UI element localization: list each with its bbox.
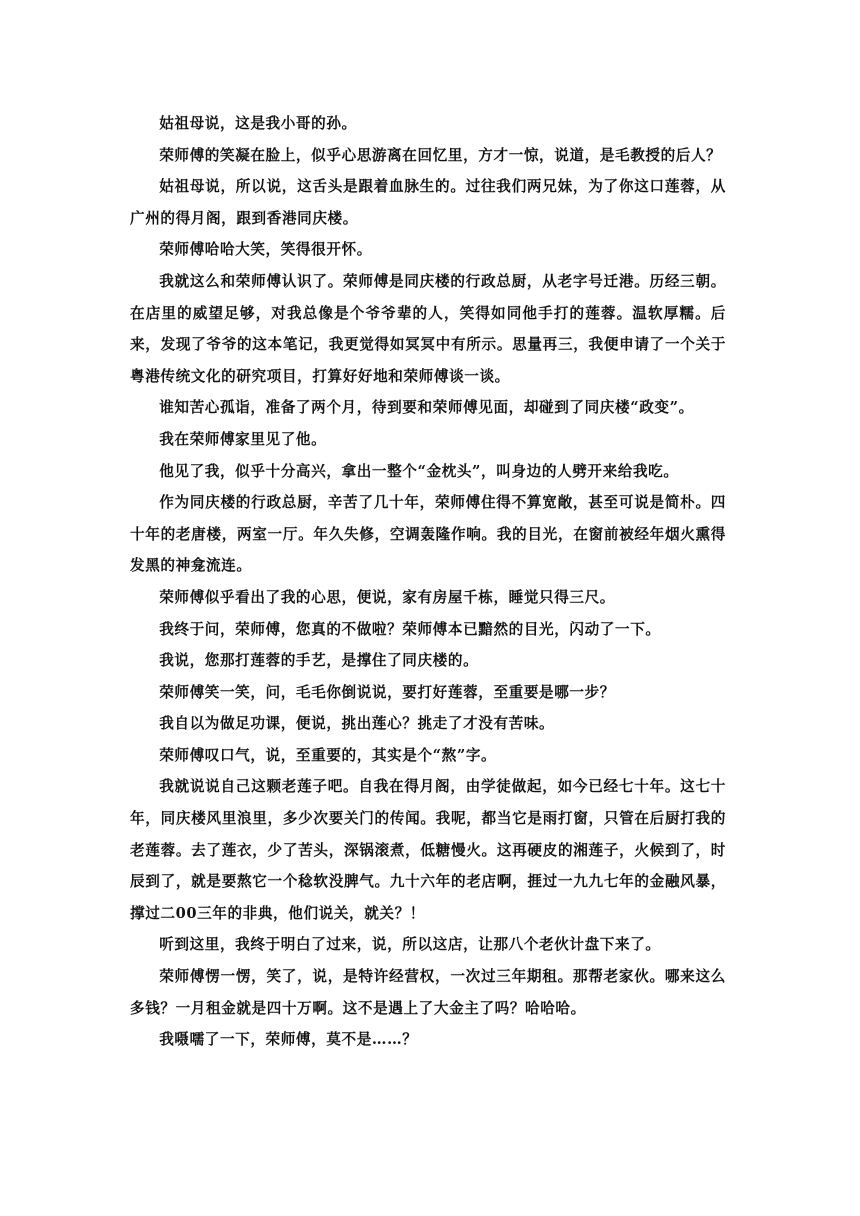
paragraph: 姑祖母说，这是我小哥的孙。 xyxy=(159,115,357,132)
paragraph: 我说，您那打莲蓉的手艺，是撑住了同庆楼的。 xyxy=(159,652,479,670)
paragraph: 荣师傅叹口气，说，至重要的，其实是个“熬”字。 xyxy=(159,746,497,764)
paragraph: 我自以为做足功课，便说，挑出莲心？挑走了才没有苦味。 xyxy=(159,715,555,733)
paragraph: 姑祖母说，所以说，这舌头是跟着血脉生的。过往我们两兄妹，为了你这口莲蓉，从广州的得月阁，跟到香港同庆楼。 xyxy=(130,178,726,227)
paragraph: 作为同庆楼的行政总厨，辛苦了几十年，荣师傅住得不算宽敞，甚至可说是简朴。四十年的老唐楼，两室一厅。年久失修，空调轰隆作响。我的目光，在窗前被经年烟火熏得发黑的神龛流连。 xyxy=(130,494,726,575)
paragraph: 我就说说自己这颗老莲子吧。自我在得月阁，由学徒做起，如今已经七十年。这七十年，同庆楼风里浪里，多少次要关门的传闻。我呢，都当它是雨打窗，只管在后厨打我的老莲蓉。去了莲衣，少了苦头，深锅滚煮，低糖慢火。这再硬皮的湘莲子，火候到了，时辰到了，就是要熬它一个稔软没脾气。九十六年的老店啊，捱过一九九七年的金融风暴，撑过二00三年的非典，他们说关，就关？！ xyxy=(130,778,726,922)
paragraph: 我终于问，荣师傅，您真的不做啦？荣师傅本已黯然的目光，闪动了一下。 xyxy=(159,620,661,638)
paragraph: 荣师傅笑一笑，问，毛毛你倒说说，要打好莲蓉，至重要是哪一步？ xyxy=(159,683,616,701)
paragraph: 他见了我，似乎十分高兴，拿出一整个“金枕头”，叫身边的人劈开来给我吃。 xyxy=(159,462,679,480)
paragraph: 谁知苦心孤诣，准备了两个月，待到要和荣师傅见面，却碰到了同庆楼“政变”。 xyxy=(159,399,694,417)
article-body xyxy=(130,108,726,1056)
paragraph: 荣师傅的笑凝在脸上，似乎心思游离在回忆里，方才一惊，说道，是毛教授的后人？ xyxy=(159,146,722,164)
paragraph: 荣师傅愣一愣，笑了，说，是特许经营权，一次过三年期租。那帮老家伙。哪来这么多钱？一月租金就是四十万啊。这不是遇上了大金主了吗？哈哈哈。 xyxy=(130,968,726,1017)
paragraph: 我在荣师傅家里见了他。 xyxy=(159,430,327,448)
paragraph: 我就这么和荣师傅认识了。荣师傅是同庆楼的行政总厨，从老字号迁港。历经三朝。在店里的威望足够，对我总像是个爷爷辈的人，笑得如同他手打的莲蓉。温软厚糯。后来，发现了爷爷的这本笔记，我更觉得如冥冥中有所示。思量再三，我便申请了一个关于粤港传统文化的研究项目，打算好好地和荣师傅谈一谈。 xyxy=(130,272,726,385)
paragraph: 荣师傅哈哈大笑，笑得很开怀。 xyxy=(159,241,372,259)
paragraph: 我嗫嚅了一下，荣师傅，莫不是……？ xyxy=(159,1031,418,1049)
paragraph: 荣师傅似乎看出了我的心思，便说，家有房屋千栋，睡觉只得三尺。 xyxy=(159,588,616,606)
paragraph: 听到这里，我终于明白了过来，说，所以这店，让那八个老伙计盘下来了。 xyxy=(159,936,661,954)
